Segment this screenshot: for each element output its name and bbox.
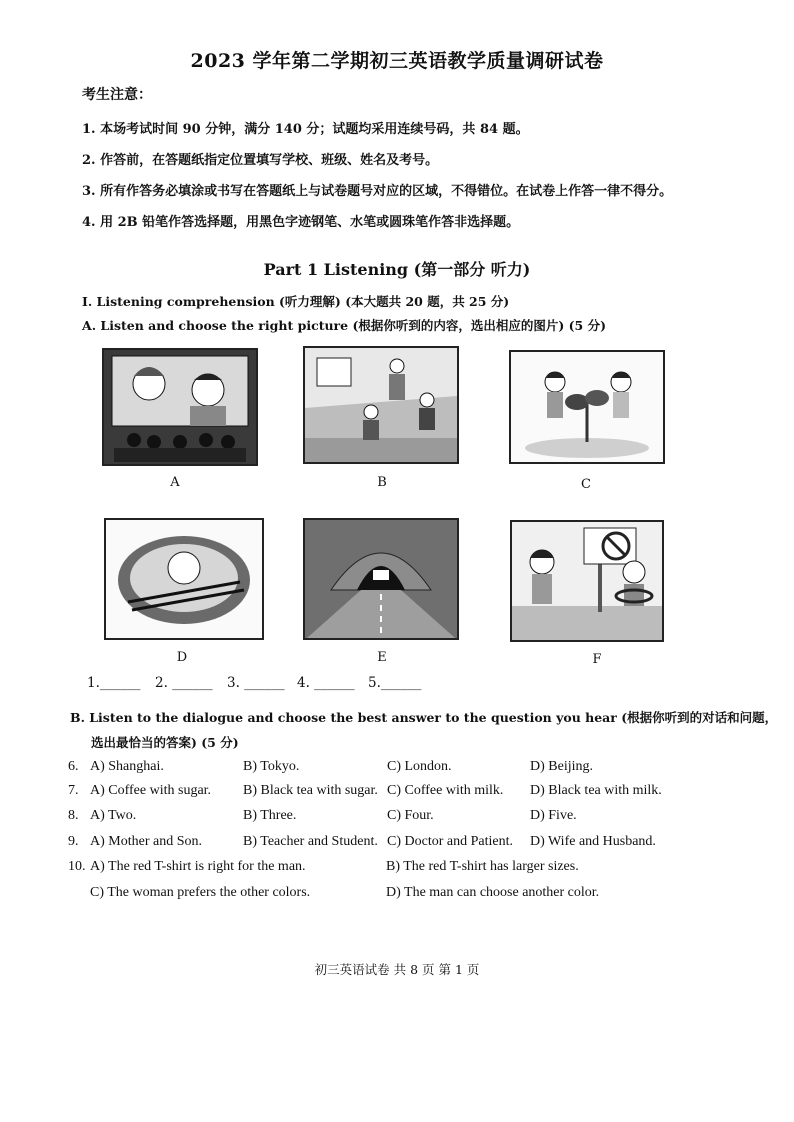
option-b: B) Black tea with sugar. bbox=[243, 783, 378, 798]
part-title: Part 1 Listening (第一部分 听力) bbox=[263, 260, 531, 279]
question-number: 6. bbox=[68, 759, 79, 774]
option-c: C) Four. bbox=[387, 808, 434, 823]
tunnel-road-picture bbox=[303, 518, 459, 640]
option-b: B) Three. bbox=[243, 808, 297, 823]
option-d: D) Beijing. bbox=[530, 759, 593, 774]
section-b-title-cont: 选出最恰当的答案) (5 分) bbox=[91, 735, 239, 750]
question-number: 10. bbox=[68, 859, 86, 874]
answer-blank-1[interactable]: 1.______ bbox=[87, 675, 141, 691]
section-1-title: I. Listening comprehension (听力理解) (本大题共 20 题，共 25 分) bbox=[82, 294, 510, 309]
option-d: D) The man can choose another color. bbox=[386, 885, 600, 900]
option-a: A) The red T-shirt is right for the man. bbox=[90, 859, 306, 874]
answer-blank-3[interactable]: 3. ______ bbox=[227, 675, 285, 691]
option-a: A) Shanghai. bbox=[90, 759, 164, 774]
answer-blank-2[interactable]: 2. ______ bbox=[155, 675, 213, 691]
section-a-title: A. Listen and choose the right picture (根据你听到的内容，选出相应的图片) (5 分) bbox=[82, 318, 607, 333]
option-d: D) Five. bbox=[530, 808, 577, 823]
swimming-pool-picture bbox=[303, 346, 459, 464]
cinema-picture bbox=[102, 348, 258, 466]
picture-label-f: F bbox=[592, 652, 602, 667]
option-c: C) Doctor and Patient. bbox=[387, 834, 513, 849]
noodle-bowl-picture bbox=[104, 518, 264, 640]
notice-item-1: 1. 本场考试时间 90 分钟，满分 140 分；试题均采用连续号码，共 84 题。 bbox=[82, 122, 529, 137]
notice-item-2: 2. 作答前，在答题纸指定位置填写学校、班级、姓名及考号。 bbox=[82, 153, 439, 168]
picture-label-c: C bbox=[581, 477, 591, 492]
section-b-title: B. Listen to the dialogue and choose the best answer to the question you hear (根据你听到的对话和问题， bbox=[70, 710, 778, 725]
page-footer: 初三英语试卷 共 8 页 第 1 页 bbox=[314, 962, 480, 977]
option-c: C) Coffee with milk. bbox=[387, 783, 504, 798]
notice-heading: 考生注意： bbox=[82, 87, 152, 103]
option-b: B) Tokyo. bbox=[243, 759, 300, 774]
question-number: 7. bbox=[68, 783, 79, 798]
notice-item-3: 3. 所有作答务必填涂或书写在答题纸上与试卷题号对应的区域，不得错位。在试卷上作答一律不得分。 bbox=[82, 184, 673, 199]
option-a: A) Coffee with sugar. bbox=[90, 783, 212, 798]
picture-label-a: A bbox=[170, 475, 180, 490]
option-d: D) Black tea with milk. bbox=[530, 783, 662, 798]
option-c: C) London. bbox=[387, 759, 452, 774]
question-number: 8. bbox=[68, 808, 79, 823]
no-swimming-sign-picture bbox=[510, 520, 664, 642]
option-d: D) Wife and Husband. bbox=[530, 834, 656, 849]
option-a: A) Two. bbox=[90, 808, 137, 823]
page-title: 2023 学年第二学期初三英语教学质量调研试卷 bbox=[190, 50, 604, 72]
answer-blank-5[interactable]: 5.______ bbox=[368, 675, 422, 691]
picture-label-d: D bbox=[176, 650, 188, 665]
answer-blank-4[interactable]: 4. ______ bbox=[297, 675, 355, 691]
option-b: B) Teacher and Student. bbox=[243, 834, 378, 849]
tree-planting-picture bbox=[509, 350, 665, 464]
picture-label-b: B bbox=[377, 475, 387, 490]
option-c: C) The woman prefers the other colors. bbox=[90, 885, 311, 900]
picture-label-e: E bbox=[377, 650, 387, 665]
notice-item-4: 4. 用 2B 铅笔作答选择题，用黑色字迹钢笔、水笔或圆珠笔作答非选择题。 bbox=[82, 215, 520, 230]
option-b: B) The red T-shirt has larger sizes. bbox=[386, 859, 579, 874]
question-number: 9. bbox=[68, 834, 79, 849]
option-a: A) Mother and Son. bbox=[90, 834, 202, 849]
